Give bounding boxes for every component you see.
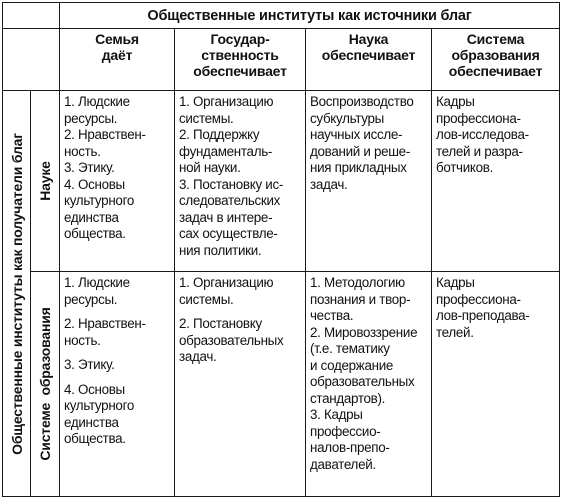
cell-line: и содержание [310, 357, 394, 373]
cell-line: 2. Мировоззрение [310, 324, 418, 340]
cell-education-family [60, 272, 175, 497]
cell-line: лов-исследова- [436, 127, 529, 142]
column-header-education [432, 29, 560, 91]
cell-line: 3. Этику. [64, 160, 115, 175]
cell-line: познания и твор- [310, 291, 411, 307]
cell-line: телей. [436, 324, 474, 340]
cell-line: ресурсы. [64, 110, 118, 126]
cell-science-education [432, 91, 560, 272]
cell-line: стандартов). [310, 390, 386, 406]
cell-line: профессио- [310, 423, 381, 439]
cell-education-state [175, 272, 306, 497]
row-label-cell-education [31, 272, 60, 497]
cell-line: следовательских [179, 193, 281, 208]
cell-line: общества. [64, 226, 126, 241]
row-group-title: Общественные институты как получатели благ [8, 132, 25, 455]
cell-line: дований и реше- [310, 143, 410, 159]
cell-line: задач в интере- [179, 209, 273, 225]
main-title: Общественные институты как источники благ [60, 3, 560, 29]
cell-science-science [306, 91, 432, 272]
column-header-line: образования [451, 47, 540, 63]
column-header-line: обеспечивает [193, 63, 287, 79]
cell-science-family [60, 91, 175, 272]
cell-line: фундаменталь- [179, 143, 273, 159]
cell-line: 1. Людские [64, 275, 130, 290]
cell-line: 2. Нравствен- [64, 316, 146, 331]
cell-line: ресурсы. [64, 291, 118, 307]
cell-line: ния политики. [179, 242, 262, 258]
cell-line: 2. Нравствен- [64, 127, 146, 142]
cell-line: ной науки. [179, 160, 241, 175]
cell-line: 2. Постановку [179, 316, 262, 331]
item-gap [64, 374, 174, 382]
cell-line: 1. Организацию [179, 275, 274, 290]
cell-line: профессиона- [436, 110, 521, 126]
cell-line: Кадры [436, 94, 475, 109]
item-gap [179, 308, 305, 316]
cell-line: задач. [310, 176, 348, 192]
cell-line: задач. [179, 349, 217, 364]
cell-line: 3. Кадры [310, 407, 363, 422]
cell-line: телей и разра- [436, 143, 523, 159]
cell-line: ность. [64, 143, 101, 159]
cell-line: ботчиков. [436, 160, 494, 175]
cell-line: лов-преподава- [436, 308, 530, 323]
row-label-education: Системе образования [37, 307, 53, 461]
column-header-line: Государ- [210, 31, 270, 47]
column-header-line: Наука [348, 31, 389, 47]
cell-line: сах осуществле- [179, 226, 278, 241]
cell-line: культурного [64, 398, 135, 413]
row-group-title-cell [3, 91, 31, 497]
cell-line: 1. Людские [64, 94, 130, 109]
cell-line: 3. Постановку ис- [179, 176, 283, 192]
cell-line: налов-препо- [310, 440, 390, 455]
cell-line: 4. Основы [64, 176, 125, 192]
cell-line: Воспроизводство [310, 94, 414, 109]
column-header-science [306, 29, 432, 91]
cell-line: чества. [310, 308, 354, 323]
cell-line: давателей. [310, 456, 376, 472]
cell-line: 2. Поддержку [179, 127, 260, 142]
cell-line: ность. [64, 332, 101, 348]
cell-line: 4. Основы [64, 381, 125, 397]
cell-line: культурного [64, 193, 135, 208]
column-header-state [175, 29, 306, 91]
cell-line: научных иссле- [310, 127, 403, 142]
cell-science-state [175, 91, 306, 272]
cell-education-science [306, 272, 432, 497]
column-header-line: Семья [95, 31, 139, 47]
institutions-table [2, 2, 560, 497]
cell-line: системы. [179, 291, 234, 307]
cell-line: 3. Этику. [64, 357, 115, 372]
cell-line: образовательных [310, 374, 415, 389]
column-header-line: обеспечивает [448, 63, 543, 79]
column-header-line: ственность [201, 47, 279, 63]
corner-cell [3, 3, 60, 29]
cell-line: образовательных [179, 332, 284, 348]
item-gap [64, 349, 174, 357]
cell-line: 1. Организацию [179, 94, 274, 109]
column-header-line: даёт [101, 47, 133, 63]
cell-line: субкультуры [310, 110, 384, 126]
cell-line: единства [64, 414, 119, 430]
cell-line: Кадры [436, 275, 475, 290]
row-label-cell-science [31, 91, 60, 272]
cell-line: (т.е. тематику [310, 341, 390, 356]
item-gap [64, 308, 174, 316]
cell-line: общества. [64, 431, 126, 446]
cell-line: ния прикладных [310, 160, 407, 175]
corner-cell-2 [3, 29, 60, 91]
column-header-line: Система [466, 31, 525, 47]
cell-line: профессиона- [436, 291, 521, 307]
cell-line: 1. Методологию [310, 275, 405, 290]
cell-line: системы. [179, 110, 234, 126]
column-header-family [60, 29, 175, 91]
row-label-science: Науке [37, 161, 53, 201]
column-header-line: обеспечивает [321, 47, 416, 63]
cell-education-education [432, 272, 560, 497]
cell-line: единства [64, 209, 119, 225]
